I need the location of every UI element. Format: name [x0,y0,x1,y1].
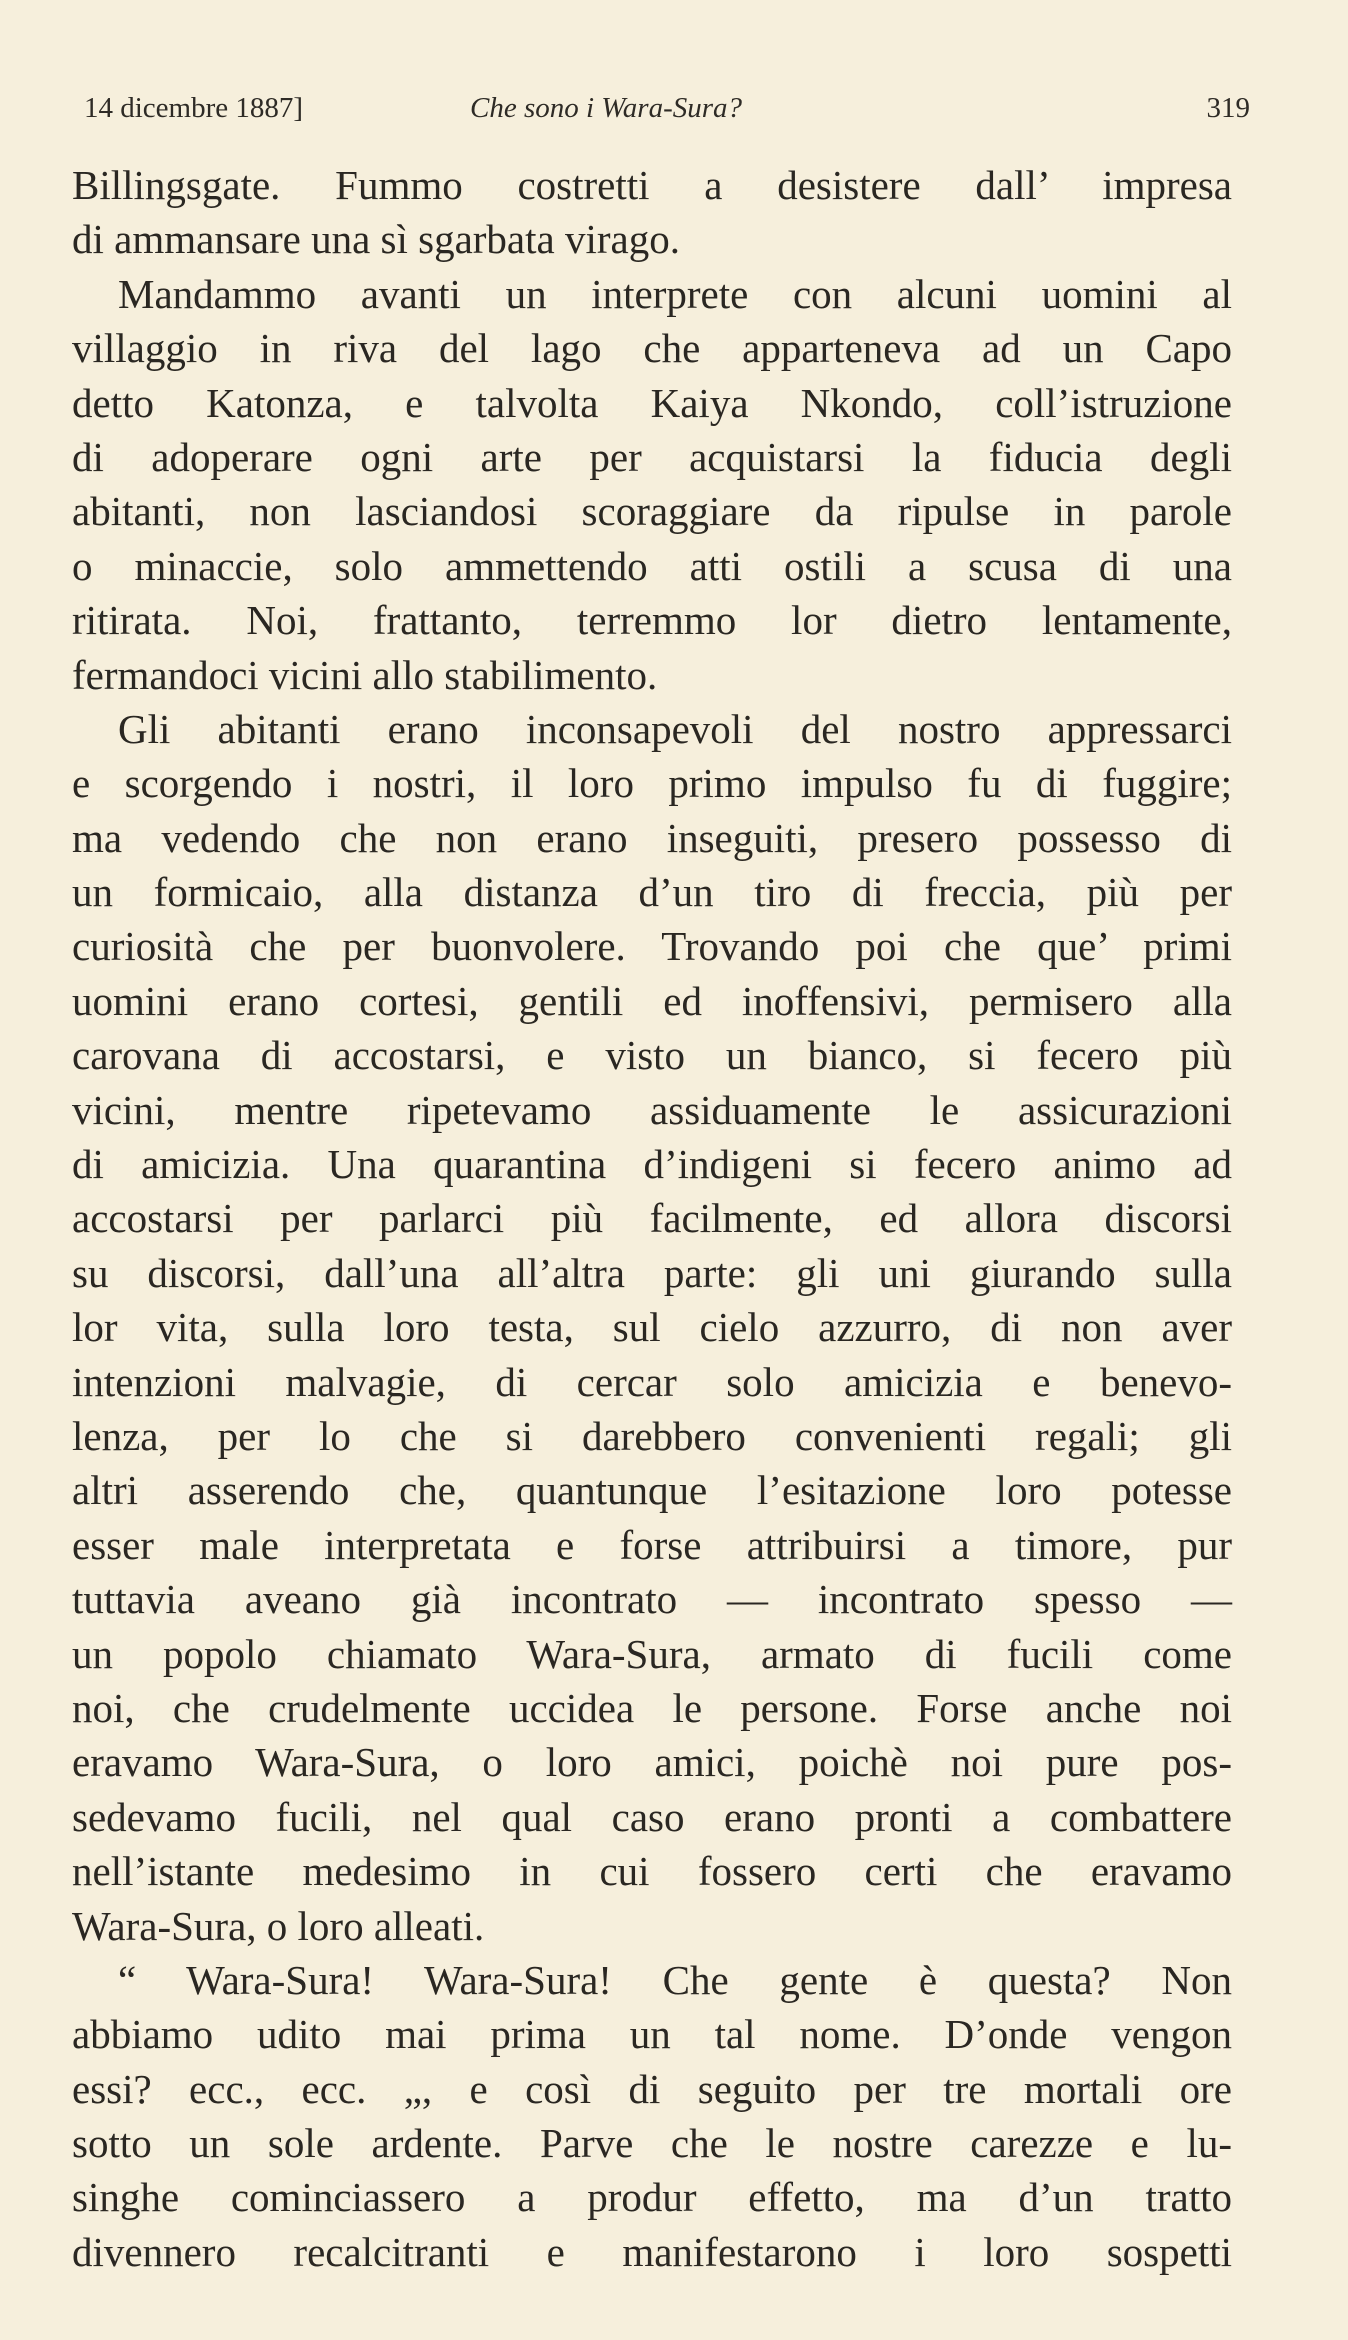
text-line: lenza, per lo che si darebbero convenienti regali; gli [72,1412,1232,1459]
body-text [72,158,1232,2279]
header-date: 14 dicembre 1887] [84,92,304,124]
text-line: fermandoci vicini allo stabilimento. [72,651,658,698]
text-line: singhe cominciassero a produr effetto, ma d’un tratto [72,2174,1232,2221]
text-line: sotto un sole ardente. Parve che le nostre carezze e lu- [72,2120,1232,2167]
text-line: abitanti, non lasciandosi scoraggiare da ripulse in parole [72,488,1232,535]
text-line: ritirata. Noi, frattanto, terremmo lor dietro lentamente, [72,597,1232,644]
page-number: 319 [1206,92,1250,124]
text-line: intenzioni malvagie, di cercar solo amicizia e benevo- [72,1358,1232,1405]
text-line: di ammansare una sì sgarbata virago. [72,216,680,263]
text-line: di amicizia. Una quarantina d’indigeni si fecero animo ad [72,1141,1232,1188]
text-line: un popolo chiamato Wara-Sura, armato di fucili come [72,1630,1232,1677]
text-line: ma vedendo che non erano inseguiti, presero possesso di [72,814,1232,861]
text-line: vicini, mentre ripetevamo assiduamente le assicurazioni [72,1086,1232,1133]
text-line: Wara-Sura, o loro alleati. [72,1902,485,1949]
text-line: “ Wara-Sura! Wara-Sura! Che gente è questa? Non [118,1956,1232,2003]
text-line: tuttavia aveano già incontrato — incontrato spesso — [72,1576,1232,1623]
text-line: Gli abitanti erano inconsapevoli del nostro appressarci [118,705,1232,752]
text-line: esser male interpretata e forse attribuirsi a timore, pur [72,1521,1232,1568]
text-line: Billingsgate. Fummo costretti a desistere dall’ impresa [72,162,1232,208]
text-line: eravamo Wara-Sura, o loro amici, poichè noi pure pos- [72,1739,1232,1786]
header-title: Che sono i Wara-Sura? [470,92,743,124]
text-line: altri asserendo che, quantunque l’esitazione loro potesse [72,1467,1232,1514]
running-header [84,92,1250,132]
text-line: abbiamo udito mai prima un tal nome. D’onde vengon [72,2011,1232,2058]
text-line: sedevamo fucili, nel qual caso erano pronti a combattere [72,1793,1232,1840]
text-line: lor vita, sulla loro testa, sul cielo azzurro, di non aver [72,1304,1232,1351]
text-line: noi, che crudelmente uccidea le persone. Forse anche noi [72,1684,1232,1731]
text-line: divennero recalcitranti e manifestarono i loro sospetti [72,2228,1232,2275]
text-line: uomini erano cortesi, gentili ed inoffensivi, permisero alla [72,977,1232,1024]
text-line: villaggio in riva del lago che apparteneva ad un Capo [72,325,1232,372]
text-line: e scorgendo i nostri, il loro primo impulso fu di fuggire; [72,760,1232,807]
text-line: detto Katonza, e talvolta Kaiya Nkondo, coll’istruzione [72,379,1232,426]
text-line: curiosità che per buonvolere. Trovando poi che que’ primi [72,923,1232,970]
text-line: di adoperare ogni arte per acquistarsi la fiducia degli [72,433,1232,480]
text-line: Mandammo avanti un interprete con alcuni uomini al [118,270,1232,317]
text-line: carovana di accostarsi, e visto un bianco, si fecero più [72,1032,1232,1079]
text-line: essi? ecc., ecc. „, e così di seguito per tre mortali ore [72,2065,1232,2112]
text-line: o minaccie, solo ammettendo atti ostili a scusa di una [72,542,1232,589]
text-line: su discorsi, dall’una all’altra parte: gli uni giurando sulla [72,1249,1232,1296]
text-line: un formicaio, alla distanza d’un tiro di freccia, più per [72,869,1232,916]
text-line: accostarsi per parlarci più facilmente, ed allora discorsi [72,1195,1232,1242]
text-line: nell’istante medesimo in cui fossero certi che eravamo [72,1848,1232,1895]
